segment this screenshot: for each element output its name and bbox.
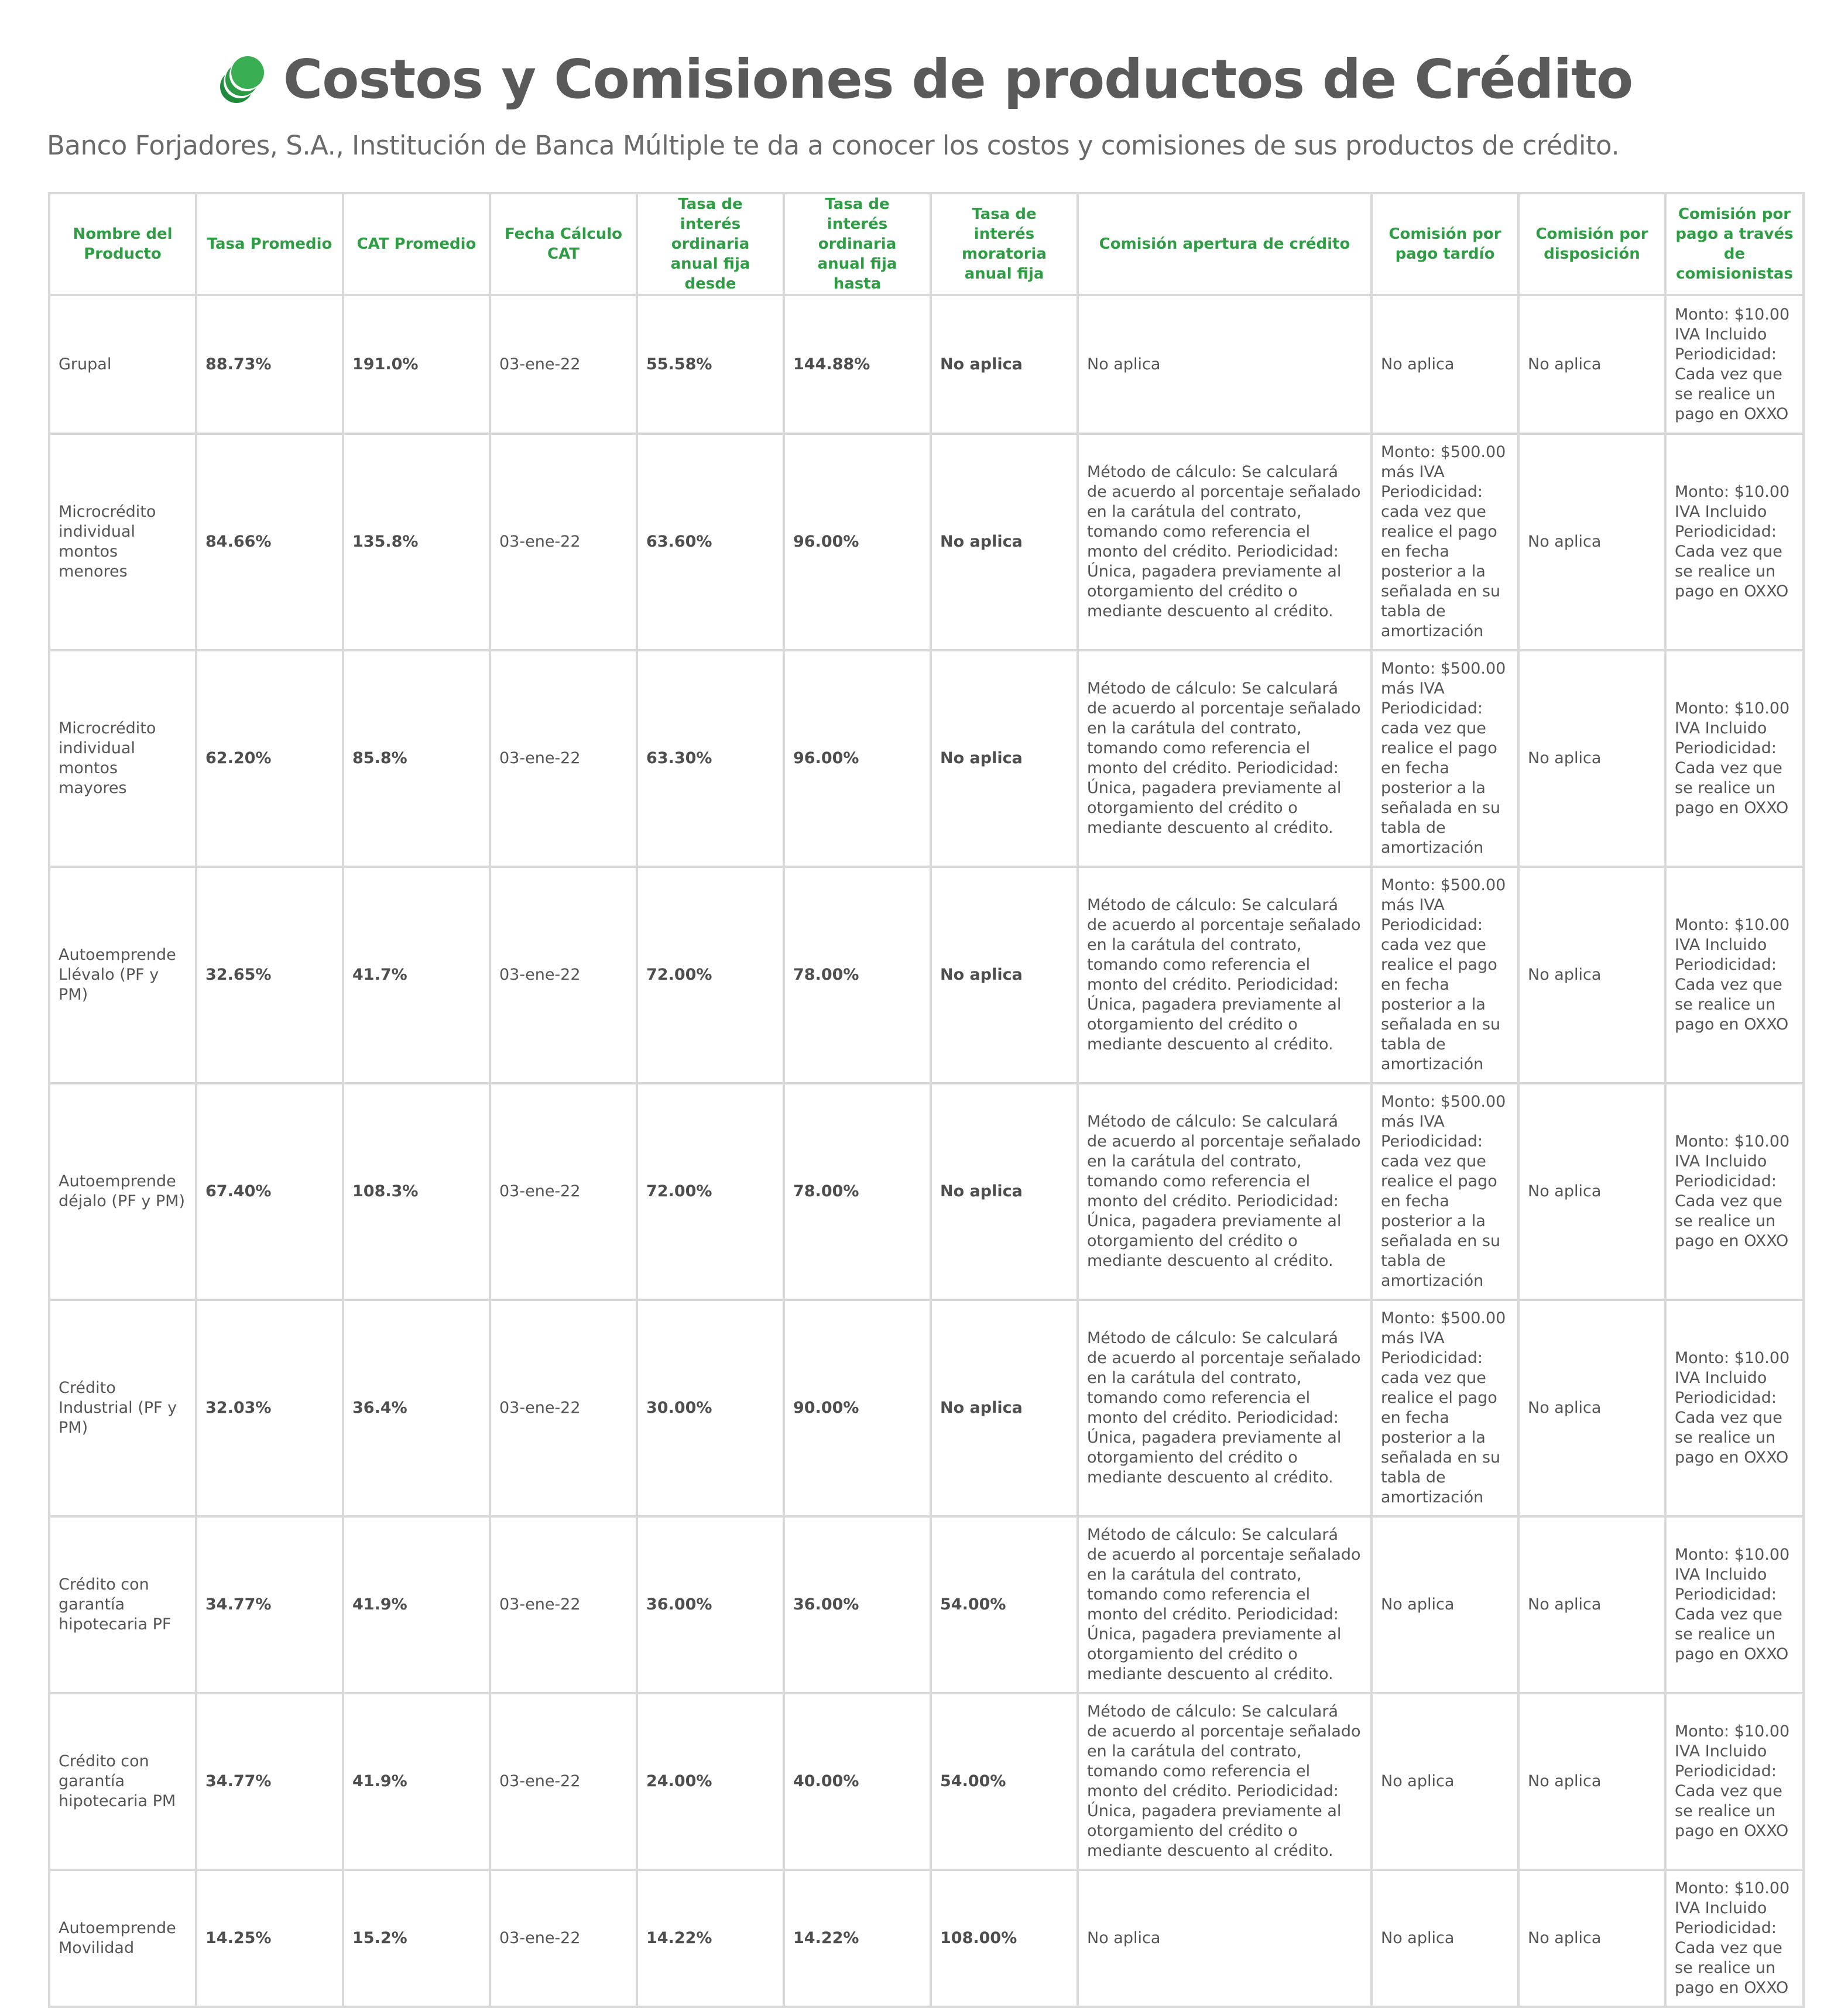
agent-fee-cell: Monto: $10.00 IVA Incluido Periodicidad: Cada vez que se realice un pago en OXXO [1665,867,1804,1083]
column-header: Tasa Promedio [196,193,343,295]
agent-fee-cell: Monto: $10.00 IVA Incluido Periodicidad: Cada vez que se realice un pago en OXXO [1665,295,1804,434]
table-row [49,434,1804,650]
disposal-fee-cell: No aplica [1518,1870,1665,2007]
opening-fee-cell: Método de cálculo: Se calculará de acuerdo al porcentaje señalado en la carátula del contrato, tomando como referencia el monto del crédito. Periodicidad: Única, pagadera previamente al otorgamiento del crédito o mediante descuento al crédito. [1078,1300,1372,1516]
average-rate-cell: 62.20% [196,650,343,867]
column-header: Comisión por disposición [1518,193,1665,295]
average-rate-cell: 34.77% [196,1693,343,1870]
rate-from-cell: 72.00% [637,1083,784,1300]
column-header: Fecha Cálculo CAT [490,193,637,295]
cat-date-cell: 03-ene-22 [490,1300,637,1516]
late-fee-cell: No aplica [1372,1870,1518,2007]
agent-fee-cell: Monto: $10.00 IVA Incluido Periodicidad: Cada vez que se realice un pago en OXXO [1665,1870,1804,2007]
opening-fee-cell: No aplica [1078,295,1372,434]
column-header: Comisión apertura de crédito [1078,193,1372,295]
product-name-cell: Autoemprende déjalo (PF y PM) [49,1083,196,1300]
rate-from-cell: 36.00% [637,1516,784,1693]
rate-to-cell: 78.00% [784,1083,931,1300]
table-header-row [49,193,1804,295]
column-header: CAT Promedio [343,193,490,295]
disposal-fee-cell: No aplica [1518,434,1665,650]
late-fee-cell: Monto: $500.00 más IVA Periodicidad: cada vez que realice el pago en fecha posterior a la señalada en su tabla de amortización [1372,1083,1518,1300]
column-header: Comisión por pago a través de comisionistas [1665,193,1804,295]
rate-from-cell: 55.58% [637,295,784,434]
rate-from-cell: 63.60% [637,434,784,650]
opening-fee-cell: Método de cálculo: Se calculará de acuerdo al porcentaje señalado en la carátula del contrato, tomando como referencia el monto del crédito. Periodicidad: Única, pagadera previamente al otorgamiento del crédito o mediante descuento al crédito. [1078,867,1372,1083]
cat-date-cell: 03-ene-22 [490,650,637,867]
credit-costs-table [48,192,1805,2008]
rate-from-cell: 30.00% [637,1300,784,1516]
table-row [49,1516,1804,1693]
average-cat-cell: 41.9% [343,1516,490,1693]
cat-date-cell: 03-ene-22 [490,1516,637,1693]
opening-fee-cell: Método de cálculo: Se calculará de acuerdo al porcentaje señalado en la carátula del contrato, tomando como referencia el monto del crédito. Periodicidad: Única, pagadera previamente al otorgamiento del crédito o mediante descuento al crédito. [1078,650,1372,867]
average-cat-cell: 41.9% [343,1693,490,1870]
cat-date-cell: 03-ene-22 [490,1870,637,2007]
coins-stack-icon [215,53,268,105]
moratorium-rate-cell: No aplica [931,1083,1078,1300]
moratorium-rate-cell: No aplica [931,650,1078,867]
opening-fee-cell: Método de cálculo: Se calculará de acuerdo al porcentaje señalado en la carátula del contrato, tomando como referencia el monto del crédito. Periodicidad: Única, pagadera previamente al otorgamiento del crédito o mediante descuento al crédito. [1078,1516,1372,1693]
late-fee-cell: Monto: $500.00 más IVA Periodicidad: cada vez que realice el pago en fecha posterior a la señalada en su tabla de amortización [1372,867,1518,1083]
opening-fee-cell: No aplica [1078,1870,1372,2007]
average-rate-cell: 34.77% [196,1516,343,1693]
rate-to-cell: 144.88% [784,295,931,434]
average-rate-cell: 84.66% [196,434,343,650]
average-rate-cell: 32.03% [196,1300,343,1516]
disposal-fee-cell: No aplica [1518,867,1665,1083]
cat-date-cell: 03-ene-22 [490,867,637,1083]
rate-to-cell: 96.00% [784,650,931,867]
cat-date-cell: 03-ene-22 [490,434,637,650]
table-row [49,650,1804,867]
rate-to-cell: 36.00% [784,1516,931,1693]
rate-from-cell: 72.00% [637,867,784,1083]
page-header [0,41,1848,117]
average-cat-cell: 36.4% [343,1300,490,1516]
column-header: Tasa de interés ordinaria anual fija hasta [784,193,931,295]
table-row [49,1693,1804,1870]
average-rate-cell: 32.65% [196,867,343,1083]
average-cat-cell: 41.7% [343,867,490,1083]
disposal-fee-cell: No aplica [1518,650,1665,867]
rate-to-cell: 78.00% [784,867,931,1083]
table-row [49,1083,1804,1300]
average-cat-cell: 135.8% [343,434,490,650]
table-row [49,1300,1804,1516]
page-subtitle: Banco Forjadores, S.A., Institución de Banca Múltiple te da a conocer los costos y comisiones de sus productos de crédito. [47,130,1620,161]
product-name-cell: Autoemprende Llévalo (PF y PM) [49,867,196,1083]
opening-fee-cell: Método de cálculo: Se calculará de acuerdo al porcentaje señalado en la carátula del contrato, tomando como referencia el monto del crédito. Periodicidad: Única, pagadera previamente al otorgamiento del crédito o mediante descuento al crédito. [1078,434,1372,650]
agent-fee-cell: Monto: $10.00 IVA Incluido Periodicidad: Cada vez que se realice un pago en OXXO [1665,1300,1804,1516]
product-name-cell: Microcrédito individual montos menores [49,434,196,650]
rate-from-cell: 24.00% [637,1693,784,1870]
average-rate-cell: 67.40% [196,1083,343,1300]
rate-to-cell: 96.00% [784,434,931,650]
moratorium-rate-cell: 54.00% [931,1516,1078,1693]
moratorium-rate-cell: No aplica [931,1300,1078,1516]
rate-from-cell: 14.22% [637,1870,784,2007]
column-header: Tasa de interés moratoria anual fija [931,193,1078,295]
cat-date-cell: 03-ene-22 [490,1693,637,1870]
product-name-cell: Crédito con garantía hipotecaria PM [49,1693,196,1870]
cat-date-cell: 03-ene-22 [490,295,637,434]
table-row [49,1870,1804,2007]
column-header: Nombre del Producto [49,193,196,295]
rate-to-cell: 40.00% [784,1693,931,1870]
agent-fee-cell: Monto: $10.00 IVA Incluido Periodicidad: Cada vez que se realice un pago en OXXO [1665,434,1804,650]
late-fee-cell: No aplica [1372,1693,1518,1870]
late-fee-cell: No aplica [1372,295,1518,434]
product-name-cell: Microcrédito individual montos mayores [49,650,196,867]
average-cat-cell: 191.0% [343,295,490,434]
average-rate-cell: 88.73% [196,295,343,434]
late-fee-cell: Monto: $500.00 más IVA Periodicidad: cada vez que realice el pago en fecha posterior a la señalada en su tabla de amortización [1372,650,1518,867]
rate-from-cell: 63.30% [637,650,784,867]
moratorium-rate-cell: 108.00% [931,1870,1078,2007]
late-fee-cell: Monto: $500.00 más IVA Periodicidad: cada vez que realice el pago en fecha posterior a la señalada en su tabla de amortización [1372,434,1518,650]
rate-to-cell: 14.22% [784,1870,931,2007]
disposal-fee-cell: No aplica [1518,1516,1665,1693]
table-row [49,867,1804,1083]
product-name-cell: Crédito con garantía hipotecaria PF [49,1516,196,1693]
opening-fee-cell: Método de cálculo: Se calculará de acuerdo al porcentaje señalado en la carátula del contrato, tomando como referencia el monto del crédito. Periodicidad: Única, pagadera previamente al otorgamiento del crédito o mediante descuento al crédito. [1078,1083,1372,1300]
average-cat-cell: 108.3% [343,1083,490,1300]
moratorium-rate-cell: 54.00% [931,1693,1078,1870]
late-fee-cell: Monto: $500.00 más IVA Periodicidad: cada vez que realice el pago en fecha posterior a la señalada en su tabla de amortización [1372,1300,1518,1516]
disposal-fee-cell: No aplica [1518,1083,1665,1300]
disposal-fee-cell: No aplica [1518,1693,1665,1870]
agent-fee-cell: Monto: $10.00 IVA Incluido Periodicidad: Cada vez que se realice un pago en OXXO [1665,650,1804,867]
disposal-fee-cell: No aplica [1518,1300,1665,1516]
product-name-cell: Crédito Industrial (PF y PM) [49,1300,196,1516]
average-cat-cell: 15.2% [343,1870,490,2007]
rate-to-cell: 90.00% [784,1300,931,1516]
moratorium-rate-cell: No aplica [931,867,1078,1083]
agent-fee-cell: Monto: $10.00 IVA Incluido Periodicidad: Cada vez que se realice un pago en OXXO [1665,1083,1804,1300]
page-title: Costos y Comisiones de productos de Crédito [283,47,1633,111]
product-name-cell: Grupal [49,295,196,434]
average-cat-cell: 85.8% [343,650,490,867]
product-name-cell: Autoemprende Movilidad [49,1870,196,2007]
agent-fee-cell: Monto: $10.00 IVA Incluido Periodicidad: Cada vez que se realice un pago en OXXO [1665,1693,1804,1870]
average-rate-cell: 14.25% [196,1870,343,2007]
late-fee-cell: No aplica [1372,1516,1518,1693]
agent-fee-cell: Monto: $10.00 IVA Incluido Periodicidad: Cada vez que se realice un pago en OXXO [1665,1516,1804,1693]
cat-date-cell: 03-ene-22 [490,1083,637,1300]
moratorium-rate-cell: No aplica [931,295,1078,434]
column-header: Tasa de interés ordinaria anual fija desde [637,193,784,295]
table-row [49,295,1804,434]
opening-fee-cell: Método de cálculo: Se calculará de acuerdo al porcentaje señalado en la carátula del contrato, tomando como referencia el monto del crédito. Periodicidad: Única, pagadera previamente al otorgamiento del crédito o mediante descuento al crédito. [1078,1693,1372,1870]
disposal-fee-cell: No aplica [1518,295,1665,434]
column-header: Comisión por pago tardío [1372,193,1518,295]
moratorium-rate-cell: No aplica [931,434,1078,650]
